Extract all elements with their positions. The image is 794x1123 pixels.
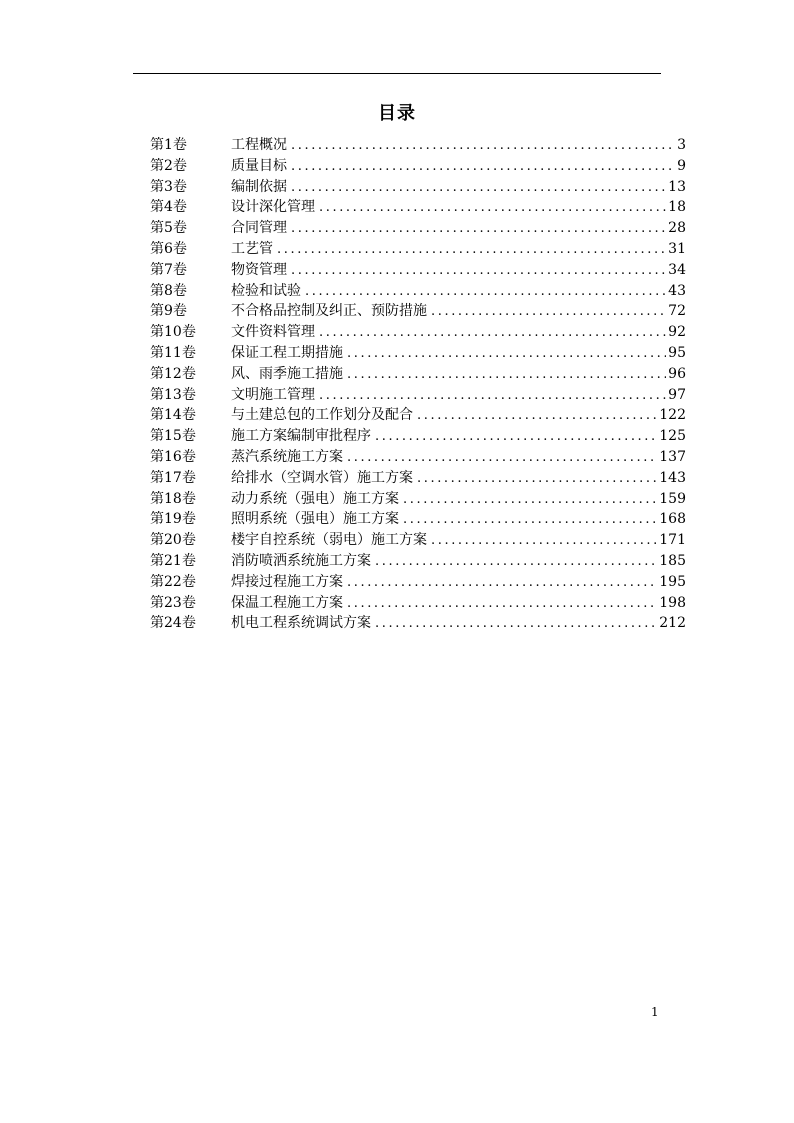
toc-entry-title: 不合格品控制及纠正、预防措施 [231, 303, 427, 320]
toc-entry-leader [417, 469, 657, 490]
toc-entry-page: 125 [659, 428, 686, 445]
toc-entry[interactable] [150, 530, 686, 551]
toc-entry-title: 编制依据 [231, 178, 287, 195]
toc-entry-title: 文明施工管理 [231, 386, 315, 403]
toc-entry-volume: 第15卷 [150, 428, 196, 445]
toc-entry-title: 设计深化管理 [231, 199, 315, 216]
toc-entry[interactable] [150, 322, 686, 343]
toc-entry[interactable] [150, 551, 686, 572]
toc-entry-volume: 第16卷 [150, 448, 196, 465]
toc-entry-title: 消防喷洒系统施工方案 [231, 552, 371, 569]
toc-entry[interactable] [150, 197, 686, 218]
toc-entry[interactable] [150, 426, 686, 447]
toc-entry-leader [291, 136, 675, 157]
toc-entry-volume: 第4卷 [150, 199, 187, 216]
toc-entry[interactable] [150, 239, 686, 260]
toc-entry-leader [291, 157, 675, 178]
toc-entry-leader [347, 448, 657, 469]
toc-entry-volume: 第10卷 [150, 324, 196, 341]
toc-entry-page: 34 [668, 261, 686, 278]
toc-entry-page: 198 [659, 594, 686, 611]
toc-entry-title: 焊接过程施工方案 [231, 573, 343, 590]
toc-entry[interactable] [150, 593, 686, 614]
toc-entry[interactable] [150, 468, 686, 489]
toc-entry-title: 物资管理 [231, 261, 287, 278]
toc-entry-leader [347, 573, 657, 594]
toc-entry-volume: 第9卷 [150, 303, 187, 320]
toc-entry-leader [277, 240, 666, 261]
toc-entry[interactable] [150, 364, 686, 385]
toc-entry[interactable] [150, 156, 686, 177]
toc-entry-volume: 第23卷 [150, 594, 196, 611]
toc-entry-leader [291, 219, 666, 240]
toc-entry-title: 机电工程系统调试方案 [231, 615, 371, 632]
toc-entry-leader [347, 365, 666, 386]
toc-entry[interactable] [150, 489, 686, 510]
toc-entry-leader [319, 323, 666, 344]
toc-entry-page: 95 [668, 344, 686, 361]
toc-entry[interactable] [150, 572, 686, 593]
toc-entry-leader [403, 510, 657, 531]
toc-entry[interactable] [150, 405, 686, 426]
toc-entry-page: 9 [677, 157, 686, 174]
toc-entry-leader [417, 406, 657, 427]
toc-entry-leader [403, 490, 657, 511]
toc-entry[interactable] [150, 301, 686, 322]
toc-entry-title: 检验和试验 [231, 282, 301, 299]
toc-entry-leader [291, 178, 666, 199]
toc-entry-title: 与土建总包的工作划分及配合 [231, 407, 413, 424]
toc-entry-page: 43 [668, 282, 686, 299]
toc-entry[interactable] [150, 260, 686, 281]
toc-entry-volume: 第13卷 [150, 386, 196, 403]
toc-entry-page: 185 [659, 552, 686, 569]
toc-entry-volume: 第8卷 [150, 282, 187, 299]
toc-entry-volume: 第1卷 [150, 137, 187, 153]
toc-entry-leader [375, 614, 657, 635]
toc-title: 目录 [378, 103, 416, 124]
toc-entry-page: 212 [659, 615, 686, 632]
toc-entry-leader [375, 552, 657, 573]
toc-entry-page: 168 [659, 511, 686, 528]
toc-entry-volume: 第21卷 [150, 552, 196, 569]
toc-entry[interactable] [150, 385, 686, 406]
toc-entry-volume: 第5卷 [150, 220, 187, 237]
toc-entry-page: 13 [668, 178, 686, 195]
toc-entry-title: 照明系统（强电）施工方案 [231, 511, 399, 528]
toc-entry-volume: 第20卷 [150, 532, 196, 549]
toc-entry-volume: 第14卷 [150, 407, 196, 424]
toc-entry-volume: 第6卷 [150, 240, 187, 257]
toc-entry-leader [347, 344, 666, 365]
toc-entry-leader [431, 531, 657, 552]
toc-entry[interactable] [150, 135, 686, 156]
toc-entry-leader [347, 594, 657, 615]
toc-entry[interactable] [150, 281, 686, 302]
toc-entry[interactable] [150, 613, 686, 634]
toc-entry-page: 92 [668, 324, 686, 341]
toc-entry-page: 143 [659, 469, 686, 486]
toc-entry-title: 风、雨季施工措施 [231, 365, 343, 382]
toc-entry-page: 72 [668, 303, 686, 320]
toc-entry-volume: 第2卷 [150, 157, 187, 174]
toc-entry-leader [375, 427, 657, 448]
toc-entry-title: 质量目标 [231, 157, 287, 174]
toc-entry-volume: 第18卷 [150, 490, 196, 507]
toc-entry-page: 18 [668, 199, 686, 216]
toc-entry[interactable] [150, 509, 686, 530]
toc-list [150, 135, 686, 634]
toc-entry-volume: 第11卷 [150, 344, 196, 361]
toc-entry[interactable] [150, 218, 686, 239]
toc-entry-title: 保温工程施工方案 [231, 594, 343, 611]
toc-entry-page: 171 [659, 532, 686, 549]
toc-entry-leader [319, 198, 666, 219]
toc-entry-leader [431, 302, 666, 323]
toc-entry-page: 97 [668, 386, 686, 403]
toc-entry[interactable] [150, 343, 686, 364]
toc-entry-volume: 第22卷 [150, 573, 196, 590]
toc-entry-page: 3 [677, 137, 686, 153]
toc-entry-title: 动力系统（强电）施工方案 [231, 490, 399, 507]
toc-entry-volume: 第17卷 [150, 469, 196, 486]
toc-entry[interactable] [150, 447, 686, 468]
header-rule [133, 73, 661, 74]
toc-entry-title: 给排水（空调水管）施工方案 [231, 469, 413, 486]
toc-entry-page: 122 [659, 407, 686, 424]
toc-entry-title: 楼宇自控系统（弱电）施工方案 [231, 532, 427, 549]
toc-entry-volume: 第19卷 [150, 511, 196, 528]
toc-entry-title: 蒸汽系统施工方案 [231, 448, 343, 465]
toc-entry-leader [319, 386, 666, 407]
toc-entry-page: 195 [659, 573, 686, 590]
toc-entry-title: 合同管理 [231, 220, 287, 237]
toc-entry-volume: 第3卷 [150, 178, 187, 195]
toc-entry-page: 137 [659, 448, 686, 465]
toc-entry-title: 保证工程工期措施 [231, 344, 343, 361]
toc-entry-leader [291, 261, 666, 282]
toc-entry-leader [305, 282, 666, 303]
toc-entry-volume: 第12卷 [150, 365, 196, 382]
toc-entry-page: 96 [668, 365, 686, 382]
toc-entry-page: 31 [668, 240, 686, 257]
toc-entry[interactable] [150, 177, 686, 198]
toc-entry-volume: 第7卷 [150, 261, 187, 278]
toc-entry-page: 159 [659, 490, 686, 507]
toc-entry-volume: 第24卷 [150, 615, 196, 632]
toc-entry-page: 28 [668, 220, 686, 237]
toc-entry-title: 施工方案编制审批程序 [231, 428, 371, 445]
toc-entry-title: 工程概况 [231, 137, 287, 153]
toc-entry-title: 工艺管 [231, 240, 273, 257]
page-number: 1 [651, 1005, 659, 1019]
toc-entry-title: 文件资料管理 [231, 324, 315, 341]
